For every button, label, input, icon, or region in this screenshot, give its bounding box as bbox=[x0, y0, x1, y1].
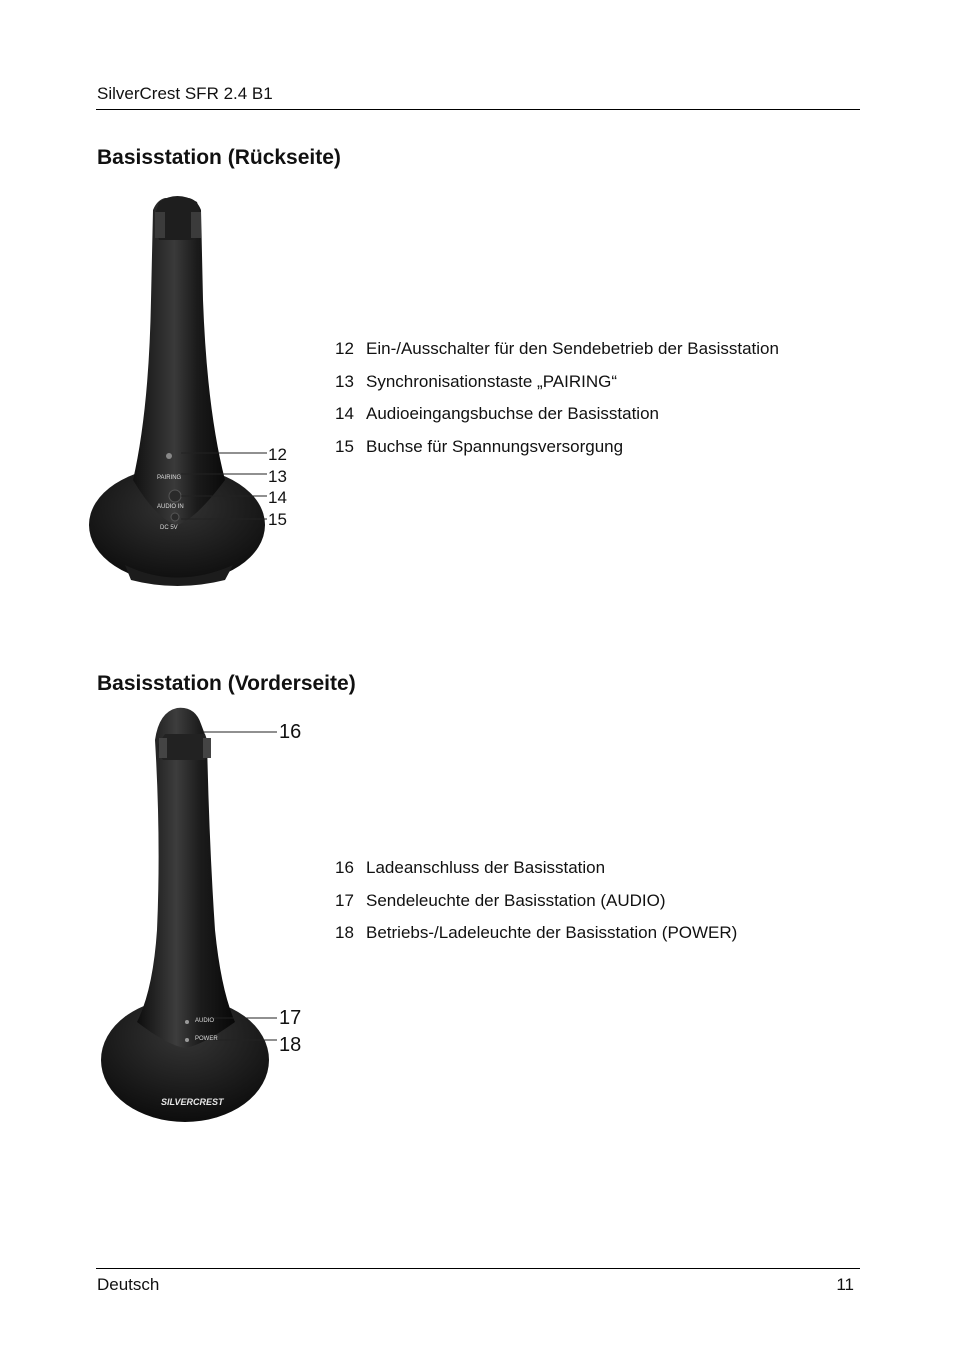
panel-label-dc: DC 5V bbox=[160, 525, 178, 531]
brand-logo: SILVERCREST bbox=[161, 1097, 224, 1107]
panel-label-power: POWER bbox=[195, 1036, 218, 1042]
legend-item: 14 Audioeingangsbuchse der Basisstation bbox=[335, 404, 659, 424]
section-title-rear: Basisstation (Rückseite) bbox=[97, 146, 341, 169]
legend-front bbox=[335, 858, 737, 956]
legend-item: 16 Ladeanschluss der Basisstation bbox=[335, 858, 606, 877]
page-number: 11 bbox=[836, 1275, 854, 1294]
panel-label-audio: AUDIO bbox=[195, 1018, 215, 1024]
base-station-front-figure bbox=[95, 700, 320, 1130]
legend-rear bbox=[335, 339, 779, 470]
panel-label-audio-in: AUDIO IN bbox=[157, 504, 184, 510]
callout-18: 18 bbox=[279, 1034, 302, 1056]
callout-16: 16 bbox=[279, 721, 302, 743]
callout-17: 17 bbox=[279, 1007, 302, 1029]
base-station-front-illustration bbox=[95, 700, 320, 1130]
legend-item: 15 Buchse für Spannungsversorgung bbox=[335, 437, 624, 457]
callout-13: 13 bbox=[268, 467, 287, 486]
legend-item: 12 Ein-/Ausschalter für den Sendebetrieb der Basisstation bbox=[335, 339, 779, 358]
callout-15: 15 bbox=[268, 510, 287, 529]
header-title: SilverCrest SFR 2.4 B1 bbox=[97, 84, 273, 103]
legend-item: 13 Synchronisationstaste „PAIRING“ bbox=[335, 371, 617, 391]
base-station-rear-figure bbox=[85, 180, 315, 590]
legend-item: 18 Betriebs-/Ladeleuchte der Basisstation (POWER) bbox=[335, 923, 738, 943]
panel-label-pairing: PAIRING bbox=[157, 475, 182, 481]
legend-item: 17 Sendeleuchte der Basisstation (AUDIO) bbox=[335, 890, 666, 910]
callout-14: 14 bbox=[268, 488, 287, 507]
footer-rule bbox=[96, 1268, 860, 1269]
header-rule bbox=[96, 109, 860, 110]
section-title-front: Basisstation (Vorderseite) bbox=[97, 672, 356, 695]
callout-12: 12 bbox=[268, 445, 287, 464]
footer-language: Deutsch bbox=[97, 1275, 160, 1294]
